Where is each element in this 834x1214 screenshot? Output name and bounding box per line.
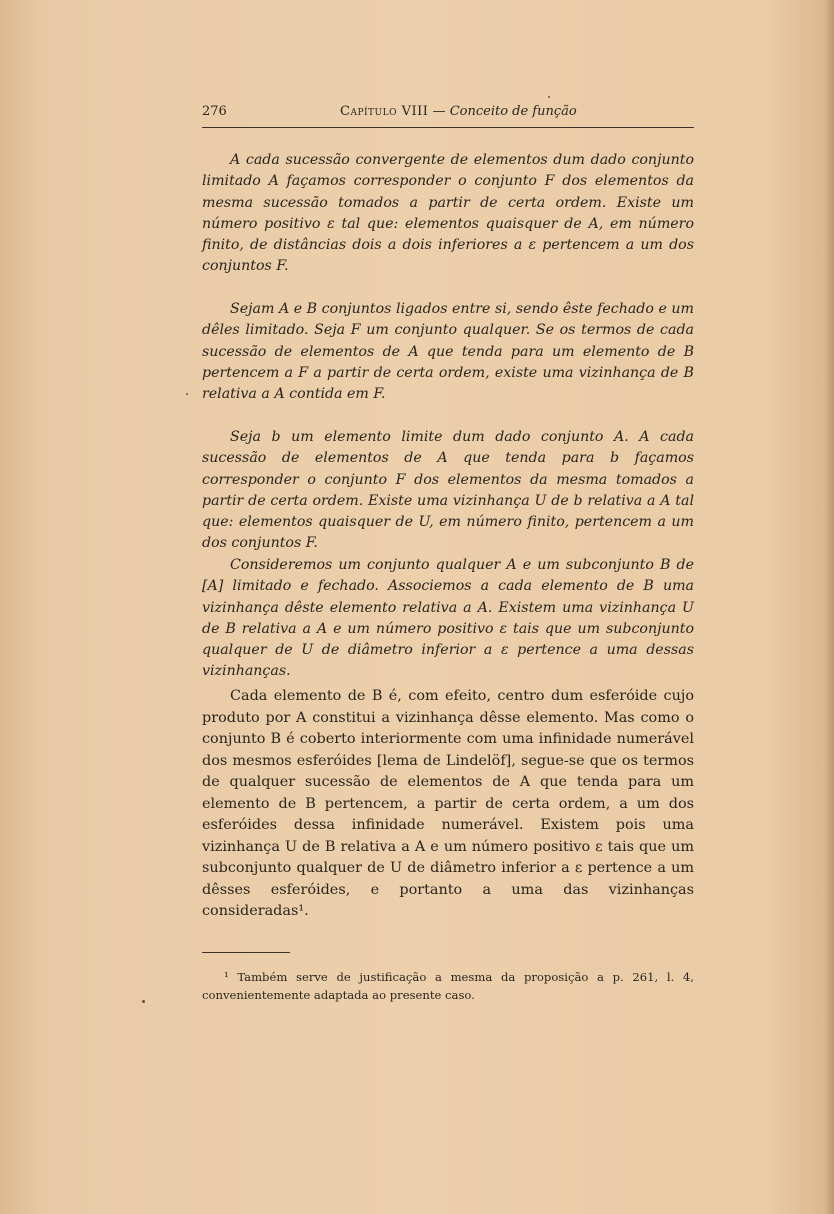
- page-number: 276: [202, 104, 227, 119]
- paragraph-text: A cada sucessão convergente de elementos dum dado conjunto limitado A façamos corresponder o conjunto F dos elementos da mesma sucessão tomados a partir de certa ordem. Existe um número positivo ε tal que: elementos quaisquer de A, em número finito, de distâncias dois a dois inferiores a ε pertencem a um dos conjuntos F.: [202, 152, 694, 275]
- running-header: [202, 104, 694, 124]
- footnote-rule: [202, 952, 290, 953]
- paragraph-text: Cada elemento de B é, com efeito, centro dum esferóide cujo produto por A constitui a vizinhança dêsse elemento. Mas como o conjunto B é coberto interiormente com uma infinidade numerável dos mesmos esferóides [lema de Lindelöf], segue-se que os termos de qualquer sucessão de elementos de A que tenda para um elemento de B pertencem, a partir de certa ordem, a um dos esferóides dessa infinidade numerável. Existem pois uma vizinhança U de B relativa a A e um número positivo ε tais que um subconjunto qualquer de U de diâmetro inferior a ε pertence a um dêsses esferóides, e portanto a uma das vizinhanças consideradas¹.: [202, 688, 694, 919]
- running-title: [340, 104, 577, 119]
- paragraph-text: Consideremos um conjunto qualquer A e um subconjunto B de [A] limitado e fechado. Associemos a cada elemento de B uma vizinhança dêste elemento relativa a A. Existem uma vizinhança U de B relativa a A e um número positivo ε tais que um subconjunto qualquer de U de diâmetro inferior a ε pertence a uma dessas vizinhanças.: [202, 557, 694, 680]
- header-separator: —: [428, 104, 450, 119]
- section-title: Conceito de função: [449, 104, 577, 119]
- proof-paragraph: [202, 686, 694, 923]
- paper-speck: [548, 96, 550, 98]
- paper-speck: [142, 1000, 145, 1003]
- proposition-1: [202, 150, 694, 278]
- proposition-3: [202, 427, 694, 555]
- paragraph-text: Seja b um elemento limite dum dado conjunto A. A cada sucessão de elementos de A que tenda para b façamos corresponder o conjunto F dos elementos da mesma tomados a partir de certa ordem. Existe uma vizinhança U de b relativa a A tal que: elementos quaisquer de U, em número finito, pertencem a um dos conjuntos F.: [202, 429, 694, 552]
- proposition-4: [202, 555, 694, 683]
- proposition-2: [202, 299, 694, 405]
- footnote: [202, 969, 694, 1004]
- header-rule: [202, 127, 694, 128]
- footnote-text: ¹ Também serve de justificação a mesma da proposição a p. 261, l. 4, convenientemente adaptada ao presente caso.: [202, 970, 694, 1002]
- chapter-label: Capítulo VIII: [340, 104, 429, 119]
- paper-speck: [186, 393, 188, 395]
- paragraph-text: Sejam A e B conjuntos ligados entre si, sendo êste fechado e um dêles limitado. Seja F um conjunto qualquer. Se os termos de cada sucessão de elementos de A que tenda para um elemento de B pertencem a F a partir de certa ordem, existe uma vizinhança de B relativa a A contida em F.: [202, 301, 694, 403]
- page-edge-shadow: [824, 0, 834, 1214]
